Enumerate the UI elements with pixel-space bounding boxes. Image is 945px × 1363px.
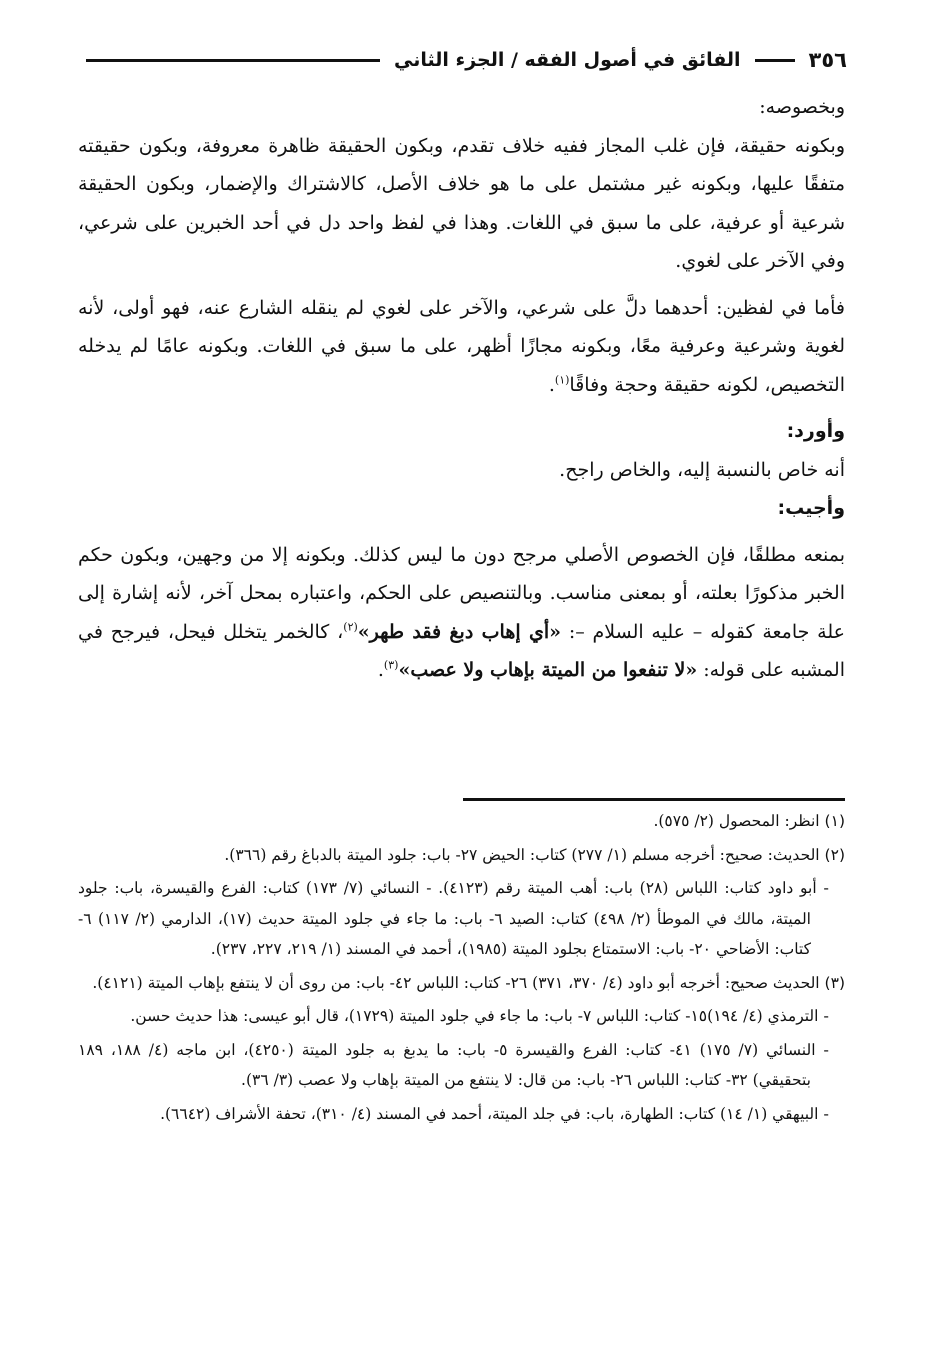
page-header bbox=[72, 38, 847, 82]
footnote-text: البيهقي (١/ ١٤) كتاب: الطهارة، باب: في جلد الميتة، أحمد في المسند (٤/ ٣١٠)، تحفة الأشراف (٦٦٤٢). bbox=[160, 1104, 819, 1123]
footnote-3-continuation bbox=[78, 1001, 845, 1032]
paragraph-gap bbox=[78, 528, 845, 536]
warid-line bbox=[78, 412, 845, 451]
header-rule-right bbox=[755, 59, 795, 62]
running-title: الفائق في أصول الفقه / الجزء الثاني bbox=[393, 49, 741, 71]
footnote-dash: - bbox=[823, 1104, 829, 1123]
footnote-1 bbox=[78, 806, 845, 837]
paragraph-4-end: . bbox=[377, 659, 384, 681]
footnote-text: الحديث صحيح: أخرجه أبو داود (٤/ ٣٧٠، ٣٧١) ٢٦- كتاب: اللباس ٤٢- باب: من روى أن لا ينتفع بإهاب الميتة (٤١٢١). bbox=[92, 973, 820, 992]
footnote-number: (٣) bbox=[824, 973, 845, 992]
paragraph-2-end: . bbox=[548, 373, 555, 396]
footnote-text: الترمذي (٤/ ١٩٤)١٥- كتاب: اللباس ٧- باب: ما جاء في جلود الميتة (١٧٢٩)، قال أبو عيسى: هذا حديث حسن. bbox=[130, 1007, 819, 1025]
paragraph-gap bbox=[78, 404, 845, 412]
paragraph-1: وبكونه حقيقة، فإن غلب المجاز ففيه خلاف تقدم، وبكون الحقيقة ظاهرة معروفة، وبكون حقيقته متفقًا عليها، وبكونه غير مشتمل على ما هو خلاف الأصل، كالاشتراك والإضمار، وبكون الحقيقة شرعية أو عرفية، على ما سبق في اللغات. وهذا في لفظ واحد دل في أحد الخبرين على شرعي، وفي الآخر على لغوي. bbox=[78, 134, 845, 272]
hadith-quote-2: «لا تنفعوا من الميتة بإهاب ولا عصب» bbox=[398, 659, 698, 681]
footnote-dash: - bbox=[823, 1040, 830, 1059]
footnotes bbox=[78, 806, 845, 1132]
footnote-separator bbox=[463, 798, 845, 801]
paragraph-3: أنه خاص بالنسبة إليه، والخاص راجح. bbox=[559, 458, 845, 481]
paragraph-gap bbox=[78, 281, 845, 289]
footnote-text: أبو داود كتاب: اللباس (٢٨) باب: أهب الميتة رقم (٤١٢٣). - النسائي (٧/ ١٧٣) كتاب: الفرع والقيسرة، باب: جلود الميتة، مالك في الموطأ (٢/ ٤٩٨) كتاب: الصيد ٦- باب: ما جاء في جلود الميتة حديث (١٧)، الدارمي (٢/ ١١٧) ٦- كتاب: الأضاحي ٢٠- باب: الاستمتاع بجلود الميتة (١٩٨٥)، أحمد في المسند (١/ ٢١٩، ٢٢٧، ٢٣٧). bbox=[78, 879, 817, 958]
paragraph-2 bbox=[78, 289, 845, 405]
paragraph-4-text-a: بمنعه مطلقًا، فإن الخصوص الأصلي مرجح دون ما ليس كذلك. وبكونه إلا من وجهين، وبكون حكم الخبر مذكورًا بعلته، أو بمعنى مناسب. وبالتنصيص على الحكم، واعتباره بمحل آخر، لأنه إشارة إلى علة جامعة كقوله – عليه السلام –: bbox=[78, 543, 845, 643]
intro-label: وبخصوصه: bbox=[759, 96, 845, 118]
footnote-ref-1[interactable]: (١) bbox=[554, 373, 570, 387]
footnote-text: الحديث: صحيح: أخرجه مسلم (١/ ٢٧٧) كتاب: الحيض ٢٧- باب: جلود الميتة بالدباغ رقم (٣٦٦). bbox=[224, 845, 820, 864]
paragraph-4-text-b: ، كالخمر يتخلل فيحل، فيرجح في المشبه على قوله: bbox=[78, 620, 845, 681]
footnote-number: (٢) bbox=[824, 845, 845, 864]
footnote-2-continuation bbox=[78, 873, 845, 965]
main-text bbox=[78, 88, 845, 690]
footnote-number: (١) bbox=[824, 812, 845, 830]
footnote-3-continuation bbox=[78, 1099, 845, 1130]
label-ujib: وأجيب: bbox=[777, 497, 845, 519]
footnote-2 bbox=[78, 840, 845, 871]
footnote-dash: - bbox=[823, 1007, 829, 1025]
footnote-text: النسائي (٧/ ١٧٥) ٤١- كتاب: الفرع والقيسرة ٥- باب: ما يدبغ به جلود الميتة (٤٢٥٠)، ابن ماجه (٤/ ١٨٨، ١٨٩ بتحقيقي) ٣٢- كتاب: اللباس ٢٦- باب: من قال: لا ينتفع من الميتة بإهاب ولا عصب (٣/ ٣٦). bbox=[78, 1040, 816, 1089]
hadith-quote-1: «أي إهاب دبغ فقد طهر» bbox=[357, 620, 562, 643]
header-rule-left bbox=[86, 59, 380, 62]
ujib-line bbox=[78, 489, 845, 528]
footnote-3 bbox=[78, 968, 845, 999]
paragraph-4 bbox=[78, 536, 845, 690]
footnote-ref-3[interactable]: (٣) bbox=[383, 658, 399, 672]
paragraph-2-text: فأما في لفظين: أحدهما دلَّ على شرعي، والآخر على لغوي لم ينقله الشارع عنه، فهو أولى، لأنه لغوية وشرعية وعرفية معًا، وبكونه مجازًا أظهر، على ما سبق في اللغات. وبكونه عامًا لم يدخله التخصيص، لكونه حقيقة وحجة وفاقًا bbox=[78, 296, 845, 396]
intro-line bbox=[78, 88, 845, 127]
footnote-dash: - bbox=[823, 879, 829, 897]
label-warid: وأورد: bbox=[786, 420, 845, 442]
footnote-3-continuation bbox=[78, 1035, 845, 1096]
footnote-text: انظر: المحصول (٢/ ٥٧٥). bbox=[653, 812, 820, 830]
footnote-ref-2[interactable]: (٢) bbox=[343, 620, 358, 634]
page-number: ٣٥٦ bbox=[808, 48, 847, 72]
